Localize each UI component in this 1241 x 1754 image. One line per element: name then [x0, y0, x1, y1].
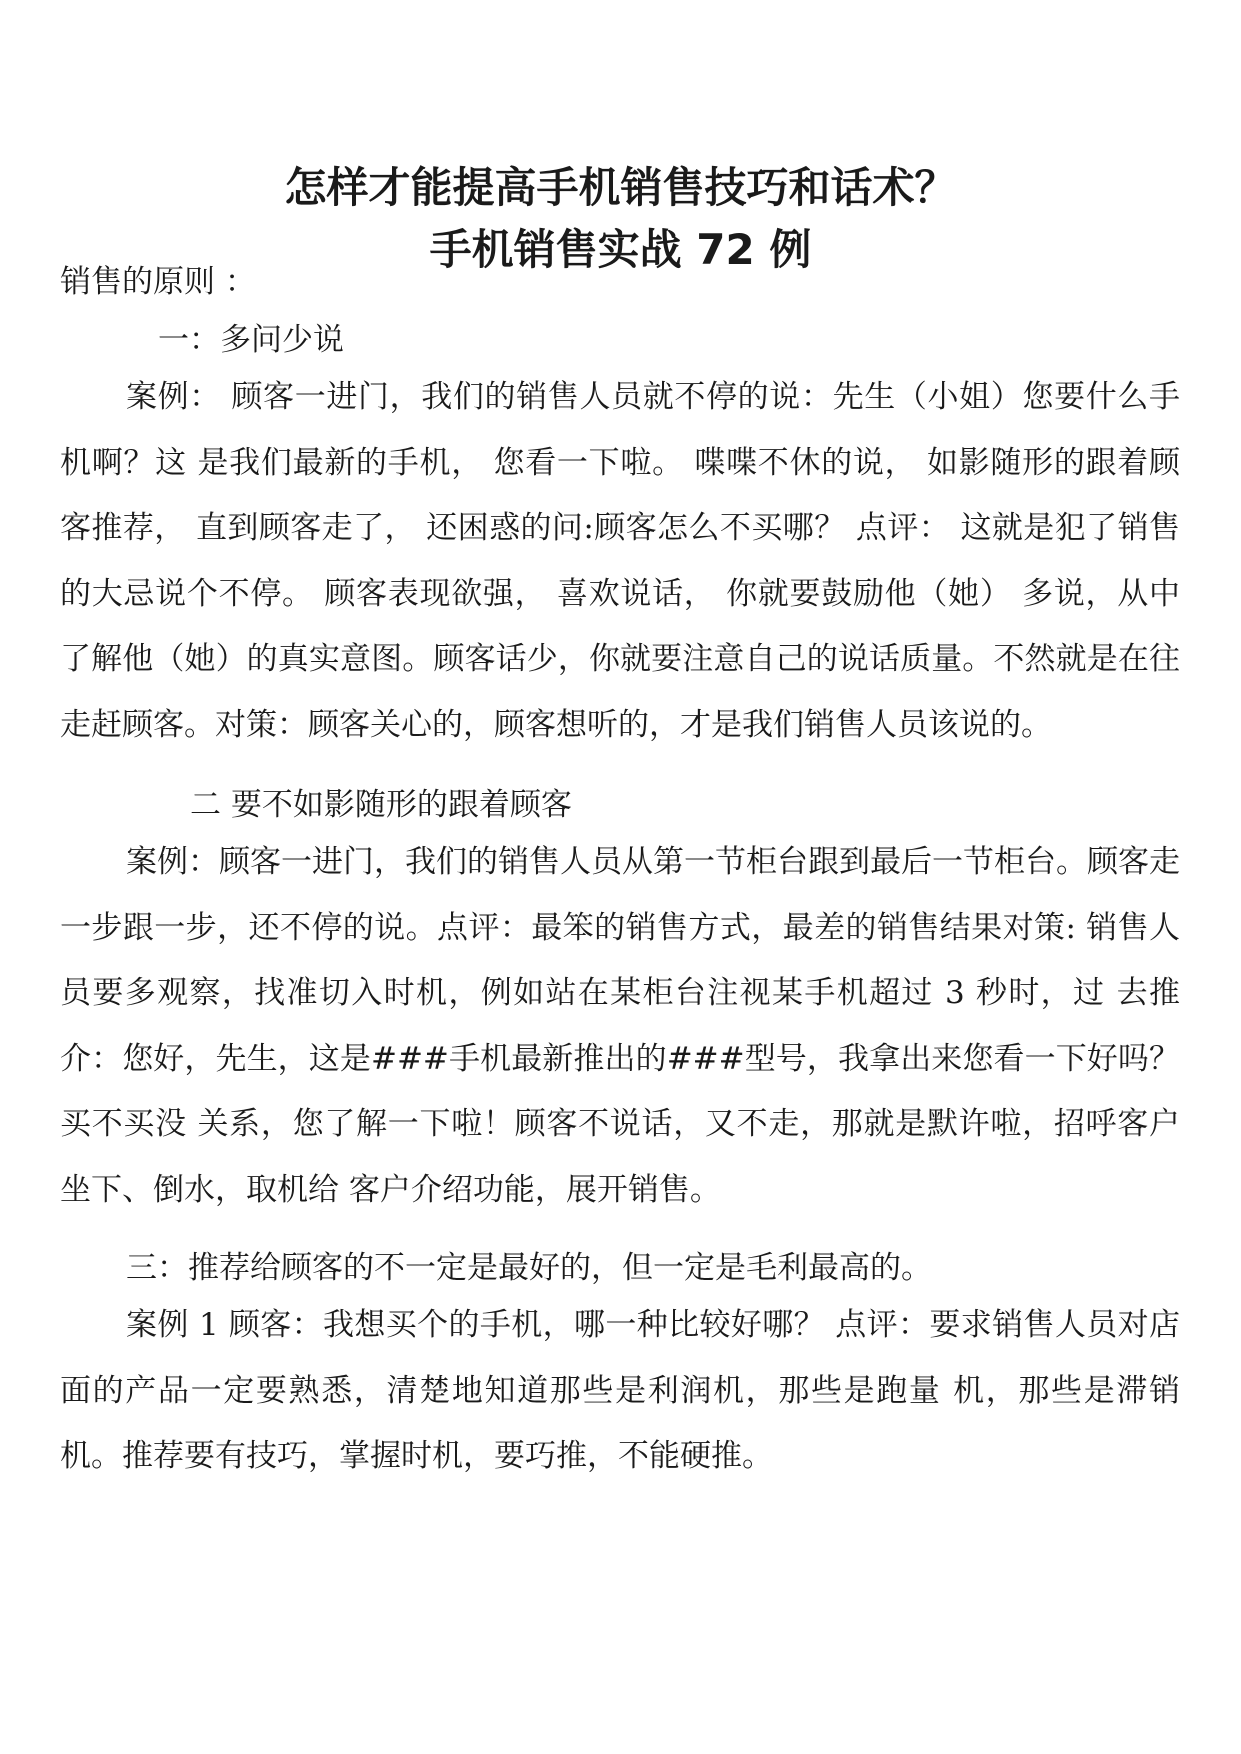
document-title: 怎样才能提高手机销售技巧和话术？ — [284, 163, 957, 212]
section3-heading: 三：推荐给顾客的不一定是最好的，但一定是毛利最高的。 — [126, 1250, 932, 1286]
section3-case: 案例 1 顾客：我想买个的手机，哪一种比较好哪？ 点评：要求销售人员对店面的产品一定要熟悉，清楚地知道那些是利润机，那些是跑量 机，那些是滞销机。推荐要有技巧，掌握时机，要巧推，不能硬推。 — [60, 1307, 1180, 1474]
section2-heading: 二 要不如影随形的跟着顾客 — [190, 787, 572, 823]
section1-heading: 一：多问少说 — [158, 322, 344, 358]
section2-case: 案例：顾客一进门，我们的销售人员从第一节柜台跟到最后一节柜台。顾客走一步跟一步，还不停的说。点评：最笨的销售方式，最差的销售结果对策: 销售人员要多观察，找准切入时机，例如站在某柜台注视某手机超过 3 秒时，过 去推介：您好，先生，这是###手机最新推出的###型号，我拿出来您看一下好吗？买不买没 关系，您了解一下啦！顾客不说话，又不走，那就是默许啦，招呼客户坐下、倒水，取机给 客户介绍功能，展开销售。 — [60, 844, 1180, 1208]
principles-heading: 销售的原则 ： — [60, 264, 256, 300]
document-subtitle: 手机销售实战 72 例 — [429, 225, 812, 274]
section1-case: 案例： 顾客一进门，我们的销售人员就不停的说：先生（小姐）您要什么手机啊？这 是我们最新的手机， 您看一下啦。 喋喋不休的说， 如影随形的跟着顾客推荐， 直到顾客走了， 还困惑的问:顾客怎么不买哪？ 点评： 这就是犯了销售的大忌说个不停。 顾客表现欲强， 喜欢说话， 你就要鼓励他（她） 多说，从中了解他（她）的真实意图。顾客话少，你就要注意自己的说话质量。不然就是在往走赶顾客。对策：顾客关心的，顾客想听的，才是我们销售人员该说的。 — [60, 379, 1180, 743]
